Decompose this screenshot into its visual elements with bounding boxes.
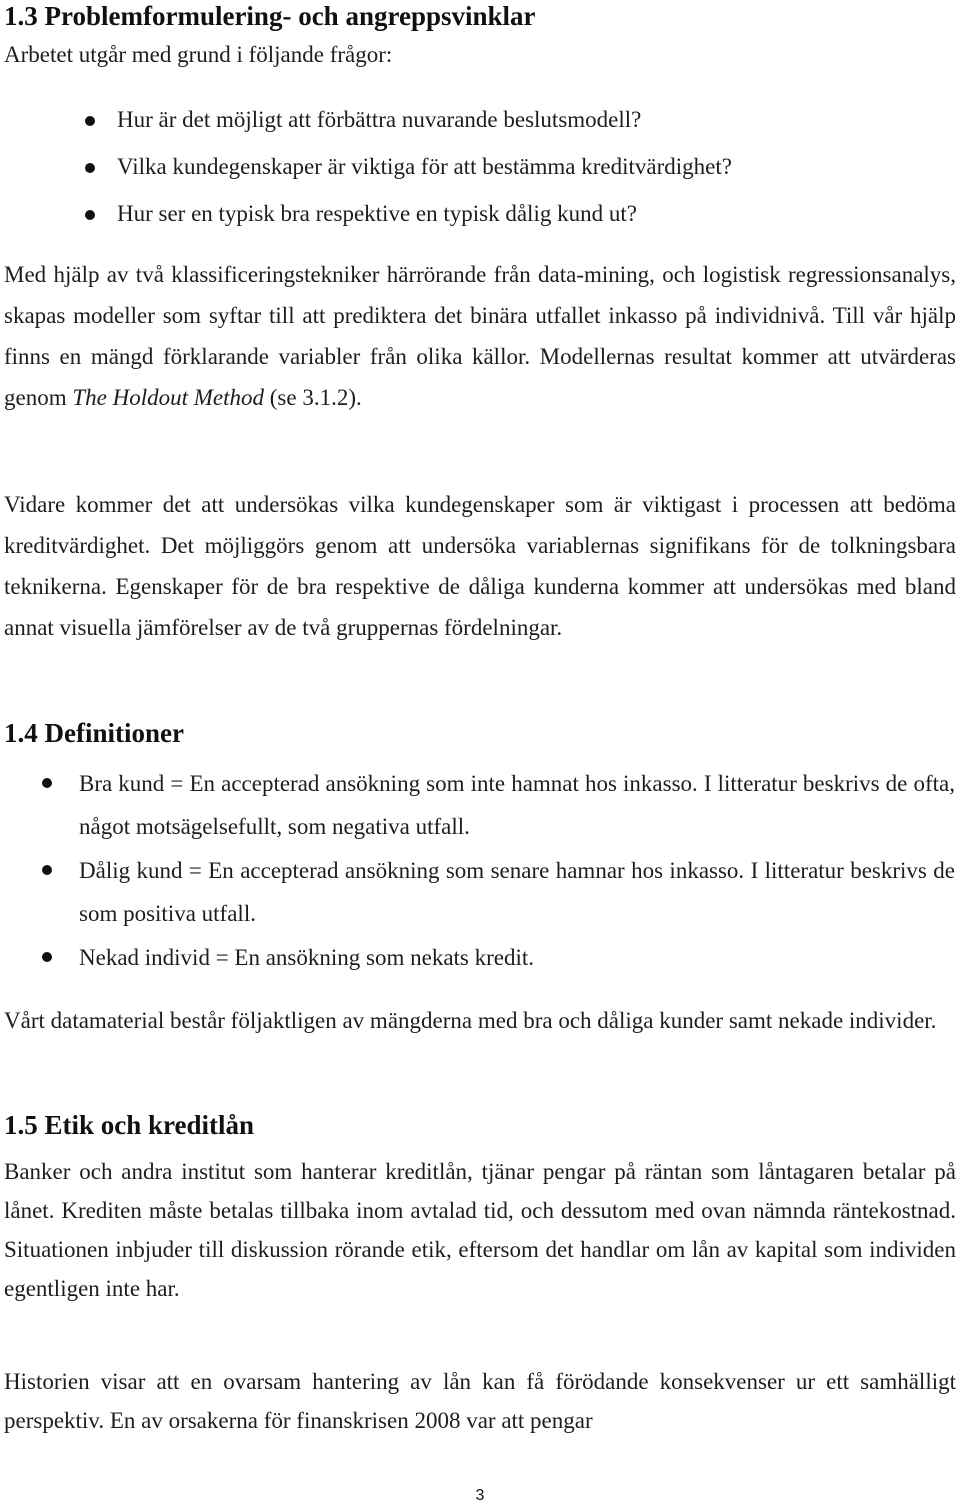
paragraph-methods [4,254,956,418]
section-intro-text: Arbetet utgår med grund i följande frågor: [4,42,393,67]
definition-list [0,762,960,979]
method-name-italic: The Holdout Method [72,385,265,410]
section-heading-1-5: 1.5 Etik och kreditlån [4,1110,255,1140]
paragraph-history: Historien visar att en ovarsam hantering av lån kan få förödande konsekvenser ur ett samhälligt perspektiv. En av orsakerna för finanskrisen 2008 var att pengar [4,1369,956,1433]
paragraph-text: Med hjälp av två klassificeringstekniker härrörande från data-mining, och logistisk regressionsanalys, skapas modeller som syftar till att prediktera det binära utfallet inkasso på individnivå. Till vår hjälp finns en mängd förklarande variabler från olika källor. Modellernas resultat kommer att utvärderas genom [4,262,956,410]
bullet-icon [42,865,52,875]
list-item [0,762,960,849]
paragraph-data-material: Vårt datamaterial består följaktligen av mängderna med bra och dåliga kunder samt nekade individer. [4,1008,937,1033]
question-text: Vilka kundegenskaper är viktiga för att bestämma kreditvärdighet? [117,154,732,179]
definition-text: Bra kund = En accepterad ansökning som inte hamnat hos inkasso. I litteratur beskrivs de ofta, något motsägelsefullt, som negativa utfall. [79,771,955,839]
bullet-icon [85,210,95,220]
paragraph-ethics: Banker och andra institut som hanterar kreditlån, tjänar pengar på räntan som låntagaren betalar på lånet. Krediten måste betalas tillbaka inom avtalad tid, och dessutom med ovan nämnda räntekostnad. Situationen inbjuder till diskussion rörande etik, eftersom det handlar om lån av kapital som individen egentligen inte har. [4,1159,956,1301]
list-item [0,849,960,936]
paragraph-text: (se 3.1.2). [264,385,362,410]
bullet-icon [85,163,95,173]
bullet-icon [42,952,52,962]
bullet-icon [85,116,95,126]
question-text: Hur ser en typisk bra respektive en typisk dålig kund ut? [117,201,637,226]
section-heading-1-3: 1.3 Problemformulering- och angreppsvinklar [4,1,536,31]
question-text: Hur är det möjligt att förbättra nuvarande beslutsmodell? [117,107,642,132]
bullet-icon [42,778,52,788]
section-heading-1-4: 1.4 Definitioner [4,718,184,748]
definition-text: Dålig kund = En accepterad ansökning som senare hamnar hos inkasso. I litteratur beskrivs de som positiva utfall. [79,858,955,926]
paragraph-customer-properties: Vidare kommer det att undersökas vilka kundegenskaper som är viktigast i processen att bedöma kreditvärdighet. Det möjliggörs genom att undersöka variablernas signifikans för de tolkningsbara teknikerna. Egenskaper för de bra respektive de dåliga kunderna kommer att undersökas med bland annat visuella jämförelser av de två gruppernas fördelningar. [4,492,956,640]
page-number: 3 [475,1487,485,1504]
list-item [0,936,960,979]
definition-text: Nekad individ = En ansökning som nekats kredit. [79,945,535,970]
